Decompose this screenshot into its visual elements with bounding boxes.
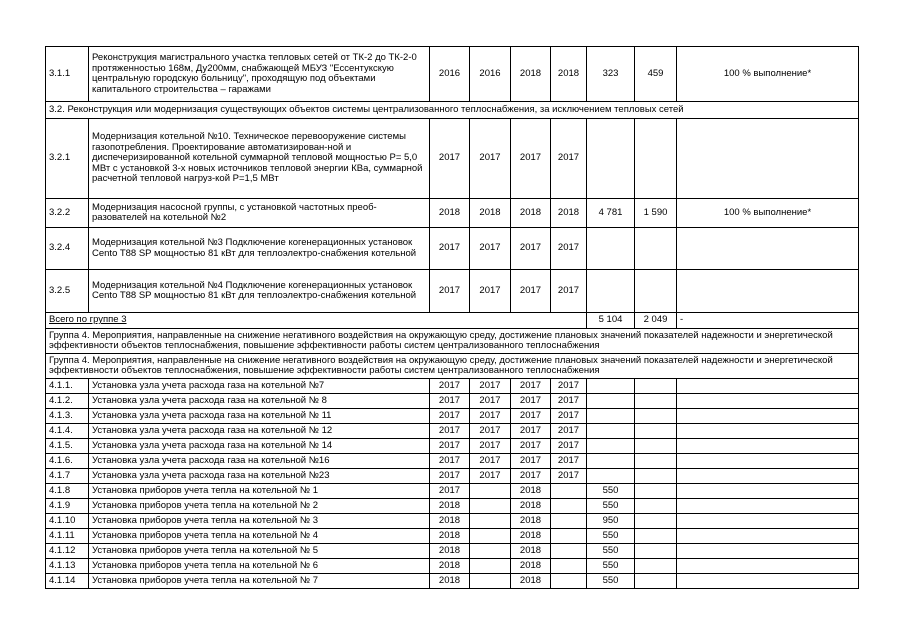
- year-cell-2: 2017: [470, 270, 511, 313]
- year-cell-3: 2018: [511, 559, 551, 574]
- description-cell: Реконструкция магистрального участка тепловых сетей от ТК-2 до ТК-2-0 протяженностью 168м, Ду200мм, снабжающей МБУЗ "Ессентукскую центральную городскую больницу", проходящую под объектами капитального строительства – гаражами: [89, 47, 430, 102]
- description-cell: Установка приборов учета тепла на котельной № 1: [89, 484, 430, 499]
- measures-table: [45, 46, 859, 589]
- year-cell-2: [470, 514, 511, 529]
- item-number-cell: 4.1.1.: [46, 379, 89, 394]
- value-cell-2: [635, 484, 677, 499]
- description-cell: Установка приборов учета тепла на котельной № 7: [89, 574, 430, 589]
- year-cell-4: 2017: [551, 409, 587, 424]
- year-cell-2: [470, 559, 511, 574]
- year-cell-1: 2017: [430, 454, 470, 469]
- section-header-cell: Группа 4. Мероприятия, направленные на снижение негативного воздействия на окружающую среду, достижение плановых значений показателей надежности и энергетической эффективности объектов теплоснабжения, повышение эффективности работы систем централизованного теплоснабжения: [46, 354, 859, 379]
- year-cell-4: 2017: [551, 454, 587, 469]
- table-row: [46, 529, 859, 544]
- description-cell: Модернизация котельной №3 Подключение когенерационных установок Cento T88 SP мощностью 81 кВт для теплоэлектро-снабжения котельной: [89, 228, 430, 270]
- year-cell-3: 2017: [511, 228, 551, 270]
- year-cell-4: 2017: [551, 394, 587, 409]
- year-cell-4: 2017: [551, 424, 587, 439]
- item-number-cell: 4.1.5.: [46, 439, 89, 454]
- year-cell-1: 2016: [430, 47, 470, 102]
- value-cell-1: [587, 394, 635, 409]
- item-number-cell: 4.1.3.: [46, 409, 89, 424]
- item-number-cell: 4.1.2.: [46, 394, 89, 409]
- value-cell-1: [587, 228, 635, 270]
- year-cell-4: [551, 484, 587, 499]
- year-cell-4: [551, 559, 587, 574]
- table-row: [46, 469, 859, 484]
- year-cell-2: [470, 574, 511, 589]
- description-cell: Установка приборов учета тепла на котельной № 3: [89, 514, 430, 529]
- year-cell-2: 2017: [470, 394, 511, 409]
- value-cell-2: [635, 469, 677, 484]
- value-cell-1: 550: [587, 529, 635, 544]
- value-cell-2: [635, 454, 677, 469]
- description-cell: Установка узла учета расхода газа на котельной № 8: [89, 394, 430, 409]
- year-cell-1: 2018: [430, 529, 470, 544]
- note-cell: [677, 424, 859, 439]
- year-cell-4: [551, 499, 587, 514]
- note-cell: [677, 379, 859, 394]
- description-cell: Модернизация котельной №4 Подключение когенерационных установок Cento T88 SP мощностью 81 кВт для теплоэлектро-снабжения котельной: [89, 270, 430, 313]
- year-cell-3: 2017: [511, 270, 551, 313]
- year-cell-4: 2017: [551, 379, 587, 394]
- year-cell-2: [470, 484, 511, 499]
- year-cell-1: 2017: [430, 228, 470, 270]
- group-total-label: [46, 313, 587, 329]
- year-cell-2: [470, 499, 511, 514]
- value-cell-2: [635, 574, 677, 589]
- note-cell: [677, 409, 859, 424]
- value-cell-1: 5 104: [587, 313, 635, 329]
- item-number-cell: 4.1.6.: [46, 454, 89, 469]
- table-row: [46, 199, 859, 228]
- value-cell-2: [635, 228, 677, 270]
- year-cell-4: 2017: [551, 228, 587, 270]
- description-cell: Установка узла учета расхода газа на котельной № 14: [89, 439, 430, 454]
- year-cell-1: 2018: [430, 559, 470, 574]
- item-number-cell: 4.1.10: [46, 514, 89, 529]
- year-cell-3: 2017: [511, 379, 551, 394]
- description-cell: Установка узла учета расхода газа на котельной №7: [89, 379, 430, 394]
- table-row: [46, 379, 859, 394]
- year-cell-4: [551, 574, 587, 589]
- section-header-row: [46, 102, 859, 119]
- year-cell-1: 2017: [430, 394, 470, 409]
- note-cell: 100 % выполнение*: [677, 47, 859, 102]
- value-cell-2: 2 049: [635, 313, 677, 329]
- table-row: [46, 514, 859, 529]
- year-cell-1: 2018: [430, 199, 470, 228]
- item-number-cell: 4.1.11: [46, 529, 89, 544]
- year-cell-1: 2017: [430, 379, 470, 394]
- year-cell-3: 2017: [511, 424, 551, 439]
- value-cell-1: 550: [587, 484, 635, 499]
- year-cell-2: [470, 544, 511, 559]
- note-cell: [677, 439, 859, 454]
- note-cell: [677, 559, 859, 574]
- value-cell-2: [635, 379, 677, 394]
- value-cell-1: 550: [587, 499, 635, 514]
- year-cell-4: 2017: [551, 119, 587, 199]
- description-cell: Установка приборов учета тепла на котельной № 6: [89, 559, 430, 574]
- item-number-cell: 4.1.4.: [46, 424, 89, 439]
- year-cell-4: 2017: [551, 439, 587, 454]
- note-cell: [677, 119, 859, 199]
- note-cell: 100 % выполнение*: [677, 199, 859, 228]
- table-row: [46, 439, 859, 454]
- value-cell-1: [587, 454, 635, 469]
- year-cell-1: 2018: [430, 514, 470, 529]
- group-total-row: [46, 313, 859, 329]
- section-header-cell: Группа 4. Мероприятия, направленные на снижение негативного воздействия на окружающую среду, достижение плановых значений показателей надежности и энергетической эффективности объектов теплоснабжения, повышение эффективности работы систем централизованного теплоснабжения: [46, 329, 859, 354]
- group-total-text: Всего по группе 3: [49, 314, 127, 326]
- year-cell-4: 2018: [551, 199, 587, 228]
- year-cell-2: 2018: [470, 199, 511, 228]
- section-header-row: [46, 329, 859, 354]
- year-cell-3: 2018: [511, 499, 551, 514]
- item-number-cell: 3.2.1: [46, 119, 89, 199]
- note-cell: [677, 544, 859, 559]
- year-cell-2: 2017: [470, 119, 511, 199]
- value-cell-1: 550: [587, 574, 635, 589]
- value-cell-2: [635, 529, 677, 544]
- value-cell-1: [587, 379, 635, 394]
- value-cell-1: [587, 469, 635, 484]
- year-cell-4: 2018: [551, 47, 587, 102]
- value-cell-1: [587, 119, 635, 199]
- description-cell: Установка приборов учета тепла на котельной № 4: [89, 529, 430, 544]
- year-cell-1: 2017: [430, 484, 470, 499]
- note-cell: [677, 469, 859, 484]
- year-cell-4: [551, 544, 587, 559]
- year-cell-3: 2017: [511, 439, 551, 454]
- year-cell-3: 2018: [511, 544, 551, 559]
- year-cell-3: 2017: [511, 409, 551, 424]
- table-row: [46, 559, 859, 574]
- year-cell-3: 2018: [511, 574, 551, 589]
- year-cell-3: 2018: [511, 514, 551, 529]
- year-cell-2: 2016: [470, 47, 511, 102]
- note-cell: [677, 228, 859, 270]
- item-number-cell: 3.2.4: [46, 228, 89, 270]
- note-cell: [677, 454, 859, 469]
- item-number-cell: 3.1.1: [46, 47, 89, 102]
- table-row: [46, 394, 859, 409]
- table-row: [46, 47, 859, 102]
- value-cell-2: 459: [635, 47, 677, 102]
- note-cell: [677, 499, 859, 514]
- table-row: [46, 484, 859, 499]
- description-cell: Установка приборов учета тепла на котельной № 5: [89, 544, 430, 559]
- item-number-cell: 3.2.5: [46, 270, 89, 313]
- year-cell-3: 2017: [511, 119, 551, 199]
- description-cell: Установка приборов учета тепла на котельной № 2: [89, 499, 430, 514]
- year-cell-2: 2017: [470, 439, 511, 454]
- table-row: [46, 228, 859, 270]
- value-cell-2: [635, 394, 677, 409]
- year-cell-3: 2018: [511, 199, 551, 228]
- year-cell-4: [551, 514, 587, 529]
- item-number-cell: 4.1.14: [46, 574, 89, 589]
- table-body: [46, 47, 859, 589]
- year-cell-2: 2017: [470, 409, 511, 424]
- section-header-row: [46, 354, 859, 379]
- value-cell-1: 4 781: [587, 199, 635, 228]
- value-cell-2: [635, 424, 677, 439]
- value-cell-1: 550: [587, 559, 635, 574]
- year-cell-1: 2017: [430, 270, 470, 313]
- value-cell-1: 323: [587, 47, 635, 102]
- year-cell-3: 2017: [511, 469, 551, 484]
- year-cell-4: 2017: [551, 270, 587, 313]
- year-cell-3: 2018: [511, 529, 551, 544]
- description-cell: Установка узла учета расхода газа на котельной № 11: [89, 409, 430, 424]
- description-cell: Установка узла учета расхода газа на котельной № 12: [89, 424, 430, 439]
- value-cell-1: [587, 270, 635, 313]
- year-cell-3: 2017: [511, 394, 551, 409]
- year-cell-1: 2018: [430, 544, 470, 559]
- year-cell-2: 2017: [470, 379, 511, 394]
- year-cell-4: 2017: [551, 469, 587, 484]
- value-cell-2: [635, 270, 677, 313]
- value-cell-1: 550: [587, 544, 635, 559]
- year-cell-3: 2017: [511, 454, 551, 469]
- year-cell-3: 2018: [511, 484, 551, 499]
- value-cell-2: [635, 119, 677, 199]
- value-cell-2: [635, 514, 677, 529]
- value-cell-2: [635, 544, 677, 559]
- description-cell: Модернизация котельной №10. Техническое перевооружение системы газопотребления. Проектирование автоматизирован-ной и диспечеризированной котельной суммарной тепловой мощностью Р= 5,0 МВт с установкой 3-х новых источников тепловой энергии КВа, суммарной расчетной тепловой нагруз-кой Р=1,5 МВт: [89, 119, 430, 199]
- note-cell: -: [677, 313, 859, 329]
- table-row: [46, 424, 859, 439]
- note-cell: [677, 484, 859, 499]
- value-cell-2: [635, 439, 677, 454]
- year-cell-1: 2018: [430, 574, 470, 589]
- value-cell-1: [587, 424, 635, 439]
- description-cell: Установка узла учета расхода газа на котельной №16: [89, 454, 430, 469]
- value-cell-2: 1 590: [635, 199, 677, 228]
- year-cell-2: 2017: [470, 228, 511, 270]
- note-cell: [677, 394, 859, 409]
- year-cell-1: 2017: [430, 424, 470, 439]
- item-number-cell: 4.1.12: [46, 544, 89, 559]
- year-cell-1: 2017: [430, 439, 470, 454]
- year-cell-2: [470, 529, 511, 544]
- item-number-cell: 3.2.2: [46, 199, 89, 228]
- value-cell-2: [635, 499, 677, 514]
- note-cell: [677, 529, 859, 544]
- year-cell-1: 2017: [430, 469, 470, 484]
- value-cell-2: [635, 559, 677, 574]
- description-cell: Установка узла учета расхода газа на котельной №23: [89, 469, 430, 484]
- value-cell-2: [635, 409, 677, 424]
- item-number-cell: 4.1.13: [46, 559, 89, 574]
- table-row: [46, 499, 859, 514]
- year-cell-2: 2017: [470, 454, 511, 469]
- year-cell-2: 2017: [470, 469, 511, 484]
- table-row: [46, 454, 859, 469]
- table-row: [46, 119, 859, 199]
- year-cell-1: 2017: [430, 409, 470, 424]
- table-row: [46, 270, 859, 313]
- year-cell-4: [551, 529, 587, 544]
- description-cell: Модернизация насосной группы, с установкой частотных преоб-разователей на котельной №2: [89, 199, 430, 228]
- note-cell: [677, 270, 859, 313]
- note-cell: [677, 514, 859, 529]
- section-header-cell: 3.2. Реконструкция или модернизация существующих объектов системы централизованного теплоснабжения, за исключением тепловых сетей: [46, 102, 859, 119]
- table-row: [46, 544, 859, 559]
- value-cell-1: [587, 439, 635, 454]
- year-cell-2: 2017: [470, 424, 511, 439]
- year-cell-1: 2017: [430, 119, 470, 199]
- table-row: [46, 574, 859, 589]
- value-cell-1: 950: [587, 514, 635, 529]
- item-number-cell: 4.1.9: [46, 499, 89, 514]
- table-row: [46, 409, 859, 424]
- value-cell-1: [587, 409, 635, 424]
- note-cell: [677, 574, 859, 589]
- item-number-cell: 4.1.8: [46, 484, 89, 499]
- year-cell-3: 2018: [511, 47, 551, 102]
- item-number-cell: 4.1.7: [46, 469, 89, 484]
- year-cell-1: 2018: [430, 499, 470, 514]
